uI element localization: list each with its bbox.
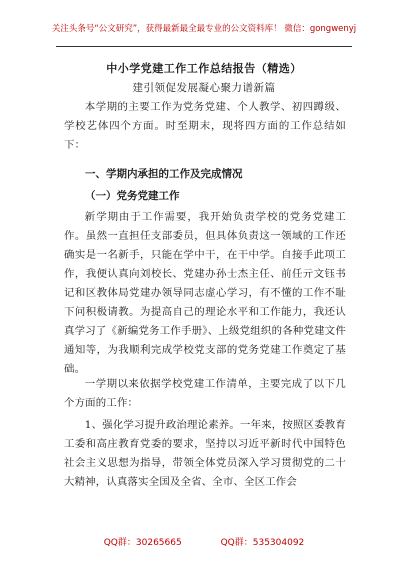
section-heading-1: 一、学期内承担的工作及完成情况 — [85, 168, 243, 180]
body-paragraph-2: 一学期以来依据学校党建工作清单，主要完成了以下几个方面的工作： — [64, 378, 346, 409]
body-paragraph-1: 新学期由于工作需要，我开始负责学校的党务党建工作。虽然一直担任支部委员，但具体负责这一领域的工作还确实是一名新手，只能在学中干，在干中学。自接手此项工作，我便认真向刘校长、党建办孙士杰主任、前任亓文钰书记和区教体局党建办领导同志虚心学习，有不懂的工作不耻下问积极请教。为提高自己的理论水平和工作能力，我还认真学习了《新编党务工作手册》、上级党组织的各种党建文件通知等，为我顺利完成学校党支部的党务党建工作奠定了基础。 — [64, 211, 346, 375]
intro-paragraph: 本学期的主要工作为党务党建、个人教学、初四蹲级、学校艺体四个方面。时至期末，现将四方面的工作总结如下： — [64, 101, 346, 151]
subsection-heading-1-1: （一）党务党建工作 — [85, 190, 180, 202]
document-title: 中小学党建工作工作总结报告（精选） — [106, 62, 302, 75]
footer-qq-1: QQ群：30265665 — [103, 538, 182, 548]
header-divider — [56, 46, 352, 47]
header-banner: 关注头条号“公文研究”，获得最新最全最专业的公文资料库！ 微信：gongwenyj — [51, 24, 357, 34]
document-subtitle: 建引领促发展凝心聚力谱新篇 — [132, 82, 276, 94]
footer-qq-2: QQ群：535304092 — [220, 538, 305, 548]
body-paragraph-3: 1、强化学习提升政治理论素养。一年来，按照区委教育工委和高庄教育党委的要求，坚持以习近平新时代中国特色社会主义思想为指导，带领全体党员深入学习贯彻党的二十大精神，认真落实全国及全省、全市、全区工作会 — [64, 419, 346, 488]
footer-contacts — [0, 535, 408, 548]
